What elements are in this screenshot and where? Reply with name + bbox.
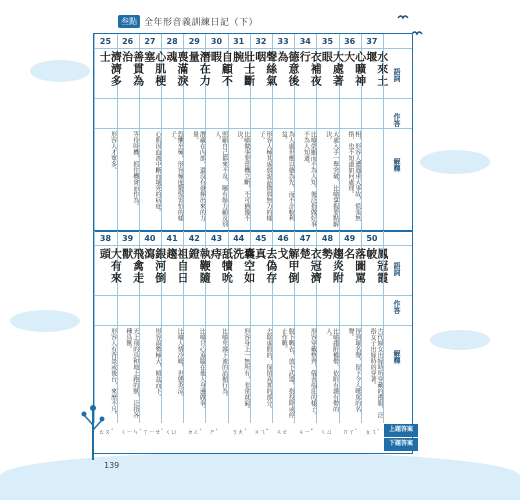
entry-explanation: 形容人有背景或後台，來歷不凡。 bbox=[109, 328, 117, 418]
entry-explanation: 古代婦女出嫁時所穿戴的禮服，泛指女子出嫁時的穿著。 bbox=[369, 328, 383, 418]
entry-term: 鳳冠霞帔 bbox=[364, 248, 389, 284]
entry-number: 41 bbox=[166, 233, 178, 243]
entry-term: 落圖罵名 bbox=[342, 248, 367, 284]
entry-explanation: 形容身上一無所有，非常貧窮。 bbox=[242, 328, 250, 412]
answer-writing-field[interactable] bbox=[274, 100, 292, 126]
answer-writing-field[interactable] bbox=[119, 297, 137, 323]
answer-writing-field[interactable] bbox=[252, 100, 270, 126]
entry-term: 聲絲氣咽 bbox=[253, 51, 278, 87]
entry-number: 28 bbox=[166, 36, 178, 46]
entry-number: 46 bbox=[277, 233, 289, 243]
entry-explanation: 潛藏在內部，還沒有發揮出來的力量。 bbox=[191, 131, 206, 221]
entry-number: 32 bbox=[255, 36, 267, 46]
entry-phonetic-answer: ㄒㄧㄝˋ bbox=[142, 429, 164, 436]
entry-term: 水來土堰 bbox=[364, 51, 389, 87]
entry-number: 30 bbox=[210, 36, 223, 46]
entry-term: 衣補夜行 bbox=[298, 51, 323, 87]
entry-explanation: 比喻趨附權勢，依附有錢有勢的人。 bbox=[324, 328, 339, 412]
entry-number: 39 bbox=[122, 233, 134, 243]
entry-term: 衣冠濟楚 bbox=[298, 248, 323, 284]
entry-explanation: 形容雨勢極大，傾盆而下。 bbox=[153, 328, 161, 400]
grid-line bbox=[383, 231, 384, 423]
answer-writing-field[interactable] bbox=[296, 100, 314, 126]
entry-term: 心曠神大 bbox=[342, 51, 367, 87]
entry-term: 舐犢吮痔 bbox=[209, 248, 234, 284]
entry-explanation bbox=[363, 131, 382, 227]
answer-writing-field[interactable] bbox=[119, 100, 137, 126]
entry-term: 解甲倒戈 bbox=[276, 248, 300, 284]
entry-term: 執鞭隨鐙 bbox=[187, 248, 212, 284]
entry-number: 44 bbox=[233, 233, 245, 243]
entry-explanation: 比喻甘心追隨在他人身邊做事。 bbox=[198, 328, 206, 412]
entry-number: 25 bbox=[99, 36, 112, 46]
entry-phonetic-answer: ㄨㄟˇ bbox=[253, 429, 269, 436]
answer-writing-field[interactable] bbox=[341, 297, 359, 323]
entry-explanation: 脫下戰衣，放下武器，指投降或停止作戰。 bbox=[280, 328, 295, 418]
term-column-label: 語詞 bbox=[393, 68, 401, 82]
entry-term: 德意後為 bbox=[276, 51, 300, 87]
entry-number: 37 bbox=[366, 36, 378, 46]
answer-writing-field[interactable] bbox=[363, 297, 381, 323]
answer-writing-field[interactable] bbox=[274, 297, 292, 323]
entry-number: 50 bbox=[366, 233, 378, 243]
grid-line bbox=[94, 34, 95, 230]
entry-explanation: 得到壞名聲，留下令人唾罵的名聲。 bbox=[346, 328, 361, 412]
cloud-decoration bbox=[430, 330, 490, 350]
entry-phonetic-answer: ㄑㄧㄣˊ bbox=[120, 429, 142, 436]
grid-line bbox=[94, 128, 412, 129]
entry-explanation: 形容穿戴整齊，儀表端莊的樣子。 bbox=[309, 328, 317, 418]
grid-line bbox=[94, 325, 412, 326]
answer-writing-field[interactable] bbox=[230, 100, 248, 126]
entry-explanation: 比喻卑鄙下流的諂媚行為。 bbox=[220, 328, 228, 400]
entry-number: 48 bbox=[321, 233, 334, 243]
answer-writing-field[interactable] bbox=[163, 297, 181, 323]
cloud-decoration bbox=[10, 310, 80, 332]
grid-line bbox=[94, 231, 95, 423]
entry-phonetic-answer: ㄋㄤˊ bbox=[231, 429, 247, 436]
grid-line bbox=[383, 34, 384, 230]
entry-number: 33 bbox=[277, 36, 289, 46]
entry-number: 36 bbox=[344, 36, 356, 46]
answer-writing-field[interactable] bbox=[318, 100, 336, 126]
grid-line bbox=[94, 48, 412, 49]
entry-explanation: 恐懼至極，形容極度驚慌害怕的樣子。 bbox=[169, 131, 184, 221]
answer-writing-field[interactable] bbox=[96, 297, 114, 323]
entry-explanation: 形容人極其虛弱說話微弱無力的樣子。 bbox=[258, 131, 272, 221]
entry-term: 大有來頭 bbox=[98, 248, 123, 284]
answer-writing-field[interactable] bbox=[185, 100, 203, 126]
entry-explanation: 相，形容人遭遇重大事故，慌張無措，也不知道如何處理。 bbox=[346, 131, 361, 221]
answer-top-tab: 上題答案 bbox=[384, 424, 418, 437]
answer-writing-field[interactable] bbox=[363, 100, 381, 126]
entry-explanation: 心肌因血流中斷而壞死的病症。 bbox=[153, 131, 161, 215]
answer-writing-field[interactable] bbox=[96, 100, 114, 126]
entry-number: 29 bbox=[188, 36, 200, 46]
entry-term: 祖自日趨 bbox=[165, 248, 189, 284]
entry-number: 49 bbox=[344, 233, 356, 243]
writing-column-label: 作答 bbox=[393, 300, 401, 314]
grid-line bbox=[94, 98, 412, 99]
cloud-decoration bbox=[420, 150, 490, 174]
answer-writing-field[interactable] bbox=[252, 297, 270, 323]
entry-phonetic-answer: ㄑㄩ bbox=[320, 429, 333, 436]
meaning-column-label: 解釋 bbox=[393, 158, 401, 172]
entry-term: 壯士斷腕 bbox=[231, 51, 256, 87]
answer-writing-field[interactable] bbox=[185, 297, 203, 323]
bird-icon bbox=[398, 14, 408, 22]
entry-term: 銀河倒瀉 bbox=[142, 248, 167, 284]
entry-phonetic-answer: ㄐㄧˇ bbox=[298, 429, 314, 436]
entry-number: 43 bbox=[210, 233, 223, 243]
entry-number: 35 bbox=[321, 36, 334, 46]
answer-writing-field[interactable] bbox=[318, 297, 336, 323]
entry-term: 濟濟多士 bbox=[98, 51, 123, 87]
entry-explanation: 天上飛的鳥和地上跑的獸，泛指各種鳥獸。 bbox=[124, 328, 139, 418]
entry-explanation: 比喻人情冷暖，世態炎涼。 bbox=[176, 328, 184, 400]
grid-line bbox=[94, 245, 412, 246]
entry-phonetic-answer: ㄆㄟˋ bbox=[364, 429, 380, 436]
term-column-label: 語詞 bbox=[393, 262, 401, 276]
book-title: 全年形音義訓練日記（下） bbox=[144, 17, 259, 28]
entry-number: 27 bbox=[144, 36, 156, 46]
answer-writing-field[interactable] bbox=[207, 297, 225, 323]
entry-number: 47 bbox=[299, 233, 311, 243]
writing-column-label: 作答 bbox=[393, 113, 401, 127]
grid-line bbox=[94, 295, 412, 296]
entry-number: 40 bbox=[144, 233, 156, 243]
tree-decoration bbox=[80, 400, 106, 460]
entry-phonetic-answer: ㄊㄡˊ bbox=[98, 429, 114, 436]
answer-writing-field[interactable] bbox=[163, 100, 181, 126]
answer-writing-field[interactable] bbox=[141, 100, 159, 126]
answer-writing-field[interactable] bbox=[141, 297, 159, 323]
vocabulary-table bbox=[93, 33, 413, 454]
entry-phonetic-answer: ㄍㄜ bbox=[276, 429, 289, 436]
entry-term: 自顧不暇 bbox=[209, 51, 234, 87]
entry-explanation: 等待時機，抓住機會而作為。 bbox=[131, 131, 139, 209]
answer-writing-field[interactable] bbox=[230, 297, 248, 323]
entry-number: 38 bbox=[99, 233, 112, 243]
page-header bbox=[118, 13, 258, 29]
entry-term: 趨炎附勢 bbox=[320, 248, 345, 284]
entry-explanation: 形容人才眾多。 bbox=[109, 131, 117, 173]
entry-term: 飛禽走獸 bbox=[120, 248, 145, 284]
entry-number: 31 bbox=[233, 36, 245, 46]
answer-writing-field[interactable] bbox=[341, 100, 359, 126]
cloud-decoration bbox=[30, 60, 90, 82]
entry-term: 去偽存真 bbox=[253, 248, 278, 284]
entry-term: 善貫為治 bbox=[120, 51, 145, 87]
entry-explanation: 去除虛假的，保留真實的部分。 bbox=[264, 328, 272, 412]
entry-phonetic-answer: ㄉㄥˋ bbox=[187, 429, 203, 436]
entry-phonetic-answer: ㄕˋ bbox=[209, 429, 219, 436]
entry-explanation: 照顧自己都來不及，哪有餘力顧及別人。 bbox=[213, 131, 228, 227]
entry-term: 囊空如洗 bbox=[231, 248, 256, 284]
entry-term: 喪滿淚魂 bbox=[165, 51, 189, 87]
meaning-column-label: 解釋 bbox=[393, 350, 401, 364]
entry-number: 26 bbox=[122, 36, 134, 46]
entry-number: 34 bbox=[299, 36, 311, 46]
answer-writing-field[interactable] bbox=[296, 297, 314, 323]
entry-term: 潛在力量 bbox=[187, 51, 212, 87]
entry-term: 大處著眼 bbox=[320, 51, 345, 87]
entry-phonetic-answer: ㄑㄩ bbox=[165, 429, 178, 436]
entry-number: 42 bbox=[188, 233, 200, 243]
entry-number: 45 bbox=[255, 233, 267, 243]
entry-explanation: 大處入手一舉突破，比喻掌握要點解決。 bbox=[324, 131, 339, 227]
entry-explanation: 為人處世應以德為先，而不計較利益。 bbox=[280, 131, 295, 221]
answer-bottom-tab: 下題答案 bbox=[384, 438, 418, 451]
entry-explanation: 比喻做事要當機立斷，不可猶豫不決。 bbox=[235, 131, 250, 221]
chapter-badge: 叁點 bbox=[118, 15, 140, 28]
answer-writing-field[interactable] bbox=[207, 100, 225, 126]
entry-term: 心肌梗塞 bbox=[142, 51, 167, 87]
entry-phonetic-answer: ㄇㄚˋ bbox=[342, 429, 358, 436]
page-number: 139 bbox=[104, 461, 120, 470]
ground-decoration bbox=[0, 452, 520, 500]
bird-icon bbox=[412, 30, 422, 38]
top_rows-block bbox=[94, 34, 412, 230]
entry-explanation: 比喻榮顯而不為人知，後泛指做好事不為人知道。 bbox=[302, 131, 317, 227]
